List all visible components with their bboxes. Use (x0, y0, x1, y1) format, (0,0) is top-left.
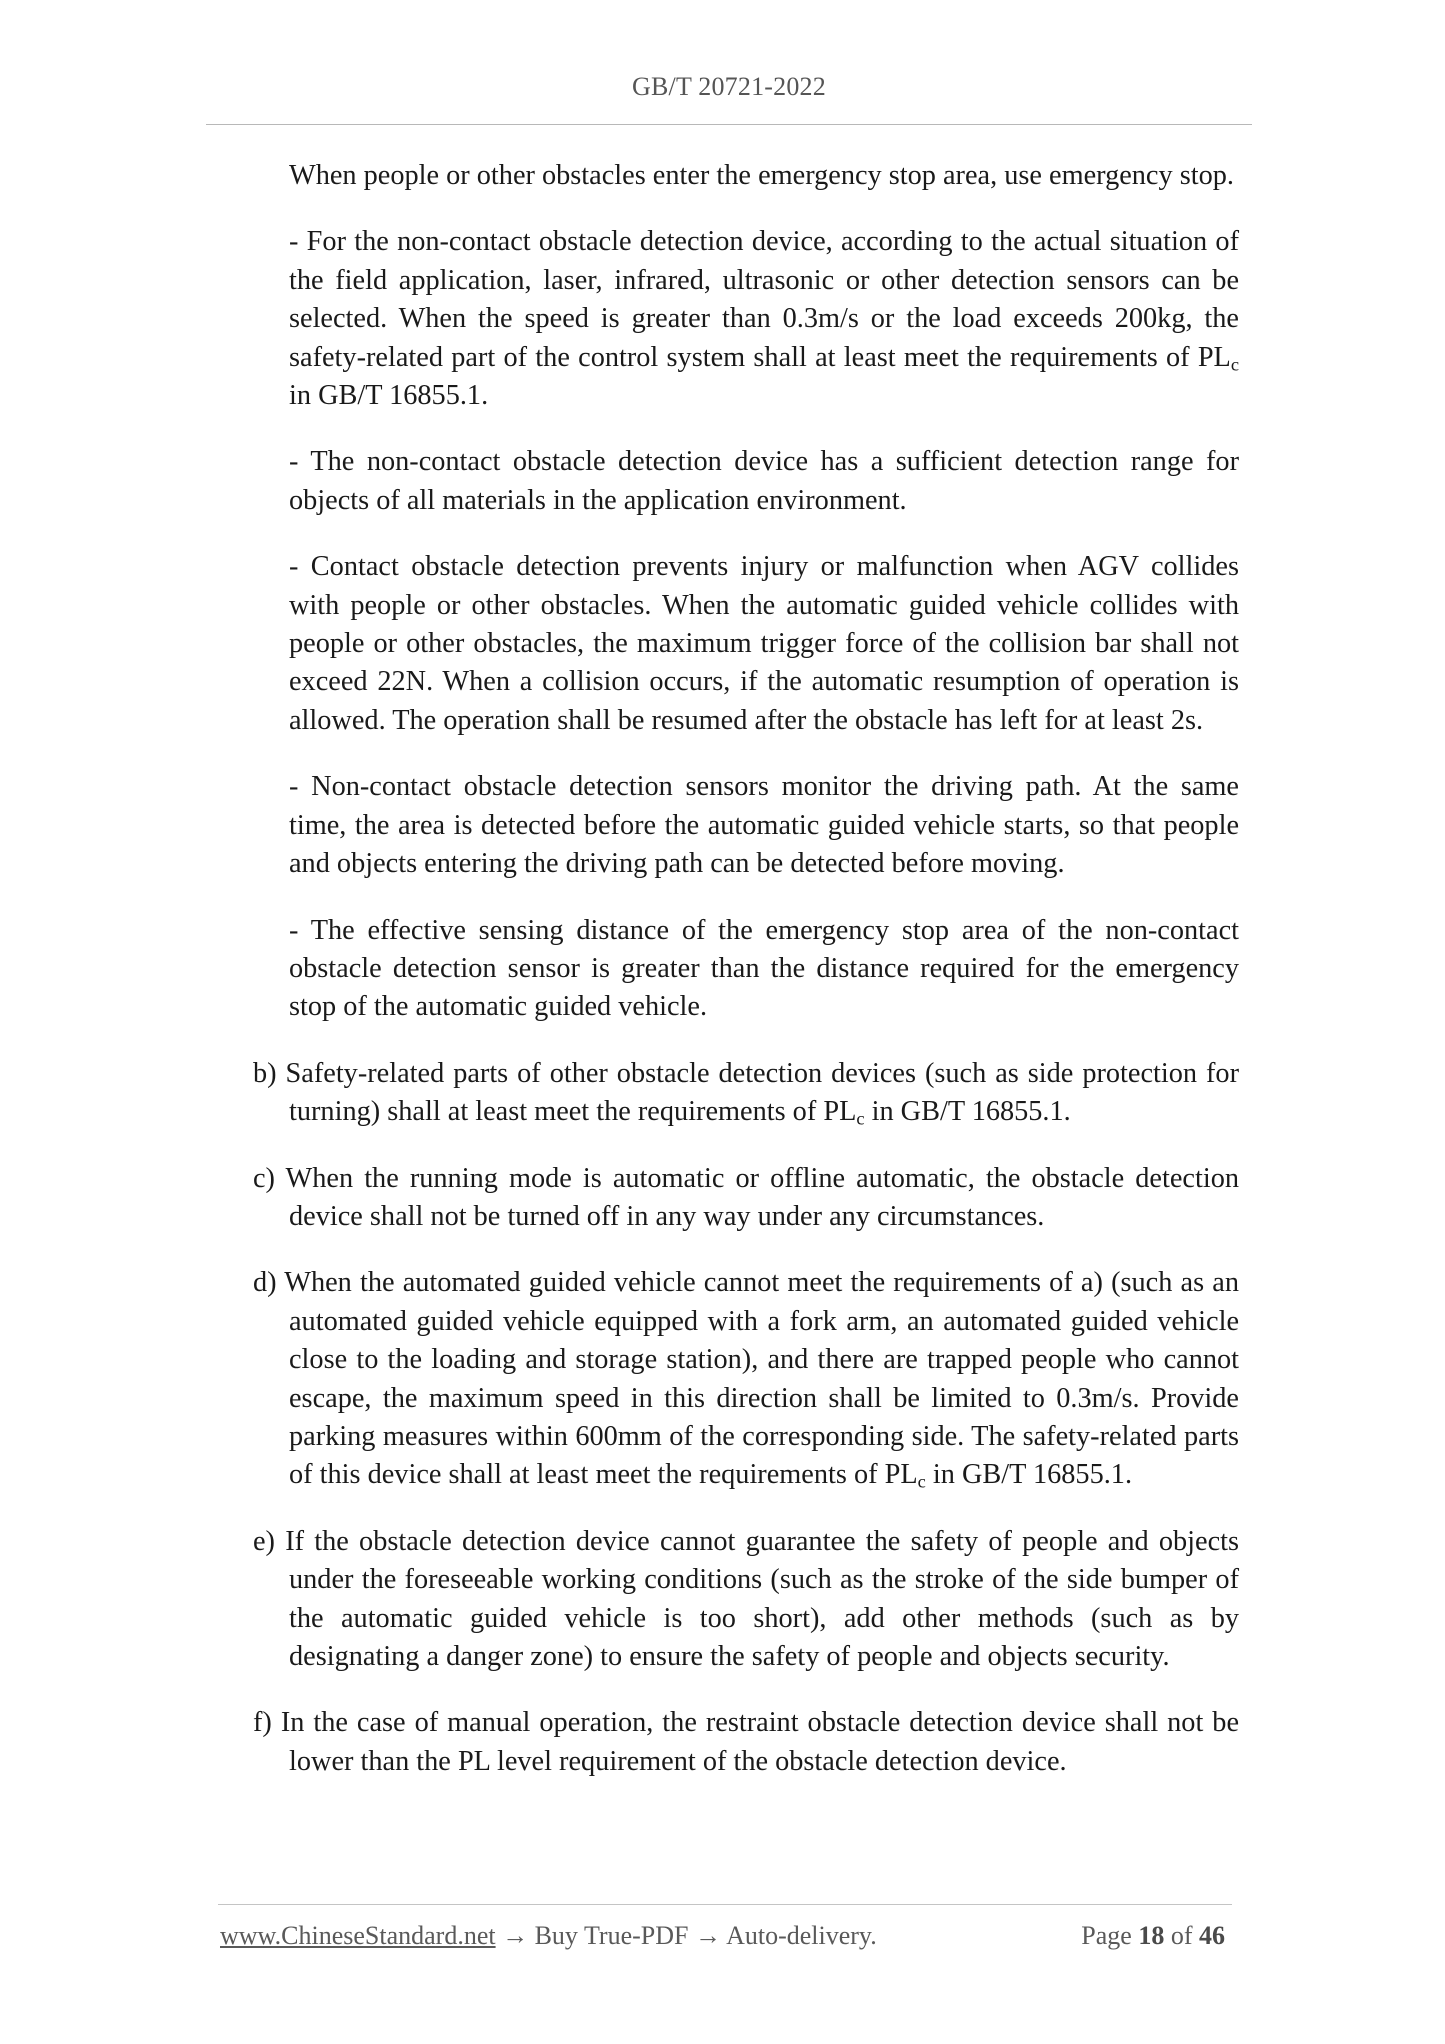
page-header (206, 72, 1252, 125)
list-item-d (253, 1264, 1239, 1494)
pl-subscript: c (1230, 354, 1239, 375)
list-item-c: c) When the running mode is automatic or offline automatic, the obstacle detection device shall not be turned off in any way under any circumstances. (253, 1162, 1239, 1232)
pl-base: PL (884, 1459, 918, 1491)
document-body (0, 157, 1445, 1809)
paragraph-text-tail: in GB/T 16855.1. (289, 380, 489, 412)
pl-subscript: c (856, 1108, 865, 1129)
arrow-right-icon: → (695, 1921, 721, 1950)
item-text: d) When the automated guided vehicle cannot meet the requirements of a) (such as an automated guided vehicle equipped with a fork arm, an automated guided vehicle close to the loading and storage station), and there are trapped people who cannot escape, the maximum speed in this direction shall be limited to 0.3m/s. Provide parking measures within 600mm of the corresponding side. The safety-related parts of this device shall at least meet the requirements of (253, 1267, 1239, 1491)
pl-base: PL (1197, 341, 1231, 373)
list-item-f: f) In the case of manual operation, the restraint obstacle detection device shall not be lower than the PL level requirement of the obstacle detection device. (253, 1707, 1239, 1777)
list-item-b (253, 1055, 1239, 1132)
auto-delivery-text: Auto-delivery. (726, 1921, 877, 1950)
page-label: Page (1081, 1921, 1132, 1950)
buy-true-pdf-text: Buy True-PDF (534, 1921, 689, 1950)
item-text: b) Safety-related parts of other obstacle detection devices (such as side protection for turning) shall at least meet the requirements of (253, 1057, 1239, 1128)
paragraph-contact-detection: - Contact obstacle detection prevents injury or malfunction when AGV collides with people or other obstacles. When the automatic guided vehicle collides with people or other obstacles, the maximum trigger force of the collision bar shall not exceed 22N. When a collision occurs, if the automatic resumption of operation is allowed. The operation shall be resumed after the obstacle has left for at least 2s. (289, 551, 1239, 736)
paragraph-text: - For the non-contact obstacle detection device, according to the actual situation of the field application, laser, infrared, ultrasonic or other detection sensors can be selected. When the speed is greater than 0.3m/s or the load exceeds 200kg, the safety-related part of the control system shall at least meet the requirements of (289, 226, 1239, 373)
paragraph-non-contact-device (289, 223, 1239, 415)
list-item-e: e) If the obstacle detection device cannot guarantee the safety of people and objects under the foreseeable working conditions (such as the stroke of the side bumper of the automatic guided vehicle is too short), add other methods (such as by designating a danger zone) to ensure the safety of people and objects security. (253, 1525, 1239, 1672)
item-text-tail: in GB/T 16855.1. (925, 1459, 1133, 1491)
pl-subscript: c (917, 1471, 926, 1492)
paragraph-emergency-stop: When people or other obstacles enter the emergency stop area, use emergency stop. (289, 160, 1234, 191)
arrow-right-icon: → (502, 1921, 529, 1950)
page-total: 46 (1199, 1921, 1225, 1950)
footer-promo (220, 1921, 877, 1951)
item-text-tail: in GB/T 16855.1. (864, 1096, 1071, 1128)
footer-divider (218, 1904, 1232, 1905)
site-link[interactable]: www.ChineseStandard.net (220, 1921, 496, 1950)
page-number (1081, 1921, 1225, 1951)
page-current: 18 (1138, 1921, 1165, 1950)
standard-id: GB/T 20721-2022 (632, 72, 826, 101)
pl-base: PL (823, 1096, 857, 1128)
paragraph-sensing-distance: - The effective sensing distance of the emergency stop area of the non-contact obstacle detection sensor is greater than the distance required for the emergency stop of the automatic guided vehicle. (289, 914, 1239, 1023)
page-of: of (1170, 1921, 1193, 1950)
paragraph-detection-range: - The non-contact obstacle detection device has a sufficient detection range for objects of all materials in the application environment. (289, 446, 1239, 516)
paragraph-driving-path: - Non-contact obstacle detection sensors monitor the driving path. At the same time, the area is detected before the automatic guided vehicle starts, so that people and objects entering the driving path can be detected before moving. (289, 771, 1239, 880)
